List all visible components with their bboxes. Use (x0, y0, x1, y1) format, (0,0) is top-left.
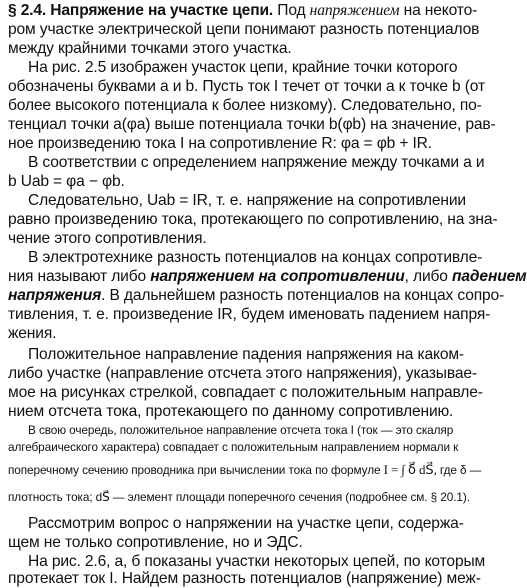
section-heading: § 2.4. Напряжение на участке цепи. (8, 2, 274, 19)
paragraph-line: ром участке электрической цепи понимают разность потенциалов (8, 21, 480, 38)
paragraph-line: жения. (8, 325, 57, 342)
footnote-line: алгебраического характера) совпадает с положительным направлением нормали к (8, 440, 459, 454)
paragraph-line: ное произведению тока I на сопротивление R: φa = φb + IR. (8, 135, 432, 152)
paragraph-line: обозначены буквами a и b. Пусть ток I течет от точки a к точке b (от (8, 78, 485, 95)
footnote-line: поперечному сечению проводника при вычислении тока по формуле I = ∫ δ⃗ dS⃗, где δ — (8, 462, 482, 477)
paragraph-line: В соответствии с определением напряжение между точками a и (28, 154, 485, 171)
paragraph-line: равно произведению тока, протекающего по сопротивлению, на зна- (8, 211, 498, 228)
paragraph-line: тенциал точки a(φa) выше потенциала точки b(φb) на значение, рав- (8, 116, 496, 133)
paragraph-line: нием отсчета тока, протекающего по данному сопротивлению. (8, 403, 454, 420)
paragraph-line: чение этого сопротивления. (8, 230, 207, 247)
paragraph-line: между крайними точками этого участка. (8, 40, 292, 57)
paragraph-line: тивления, т. е. произведение IR, будем именовать падением напря- (8, 306, 491, 323)
footnote-line: В свою очередь, положительное направление отсчета тока I (ток — это скаляр (28, 423, 454, 437)
paragraph-line: либо участке (направление отсчета этого напряжения), указывае- (8, 365, 477, 382)
paragraph-line: В электротехнике разность потенциалов на концах сопротивле- (28, 249, 483, 266)
paragraph-line: мое на рисунках стрелкой, совпадает с положительным направле- (8, 384, 483, 401)
paragraph-line: более высокого потенциала к более низкому). Следовательно, по- (8, 97, 482, 114)
paragraph-line: щем не только сопротивление, но и ЭДС. (8, 534, 303, 551)
paragraph-line: Следовательно, Uab = IR, т. е. напряжение на сопротивлении (28, 192, 466, 209)
paragraph-line: На рис. 2.5 изображен участок цепи, крайние точки которого (28, 59, 458, 76)
paragraph-line: § 2.4. Напряжение на участке цепи. Под напряжением на некото- (8, 2, 478, 19)
paragraph-line: напряжения. В дальнейшем разность потенциалов на концах сопро- (8, 287, 505, 304)
paragraph-line: Рассмотрим вопрос о напряжении на участке цепи, содержа- (28, 515, 464, 532)
footnote-line: плотность тока; dS⃗ — элемент площади поперечного сечения (подробнее см. § 20.1). (8, 490, 470, 504)
paragraph-line: Положительное направление падения напряжения на каком- (28, 346, 464, 363)
paragraph-line: b Uab = φa − φb. (8, 173, 125, 190)
paragraph-line: ния называют либо напряжением на сопротивлении, либо падением (8, 268, 527, 285)
paragraph-line: На рис. 2.6, а, б показаны участки некоторых цепей, по которым (28, 553, 486, 570)
current-density-formula: I = ∫ δ⃗ dS⃗, (383, 462, 437, 477)
paragraph-line: протекает ток I. Найдем разность потенциалов (напряжение) меж- (8, 570, 481, 587)
